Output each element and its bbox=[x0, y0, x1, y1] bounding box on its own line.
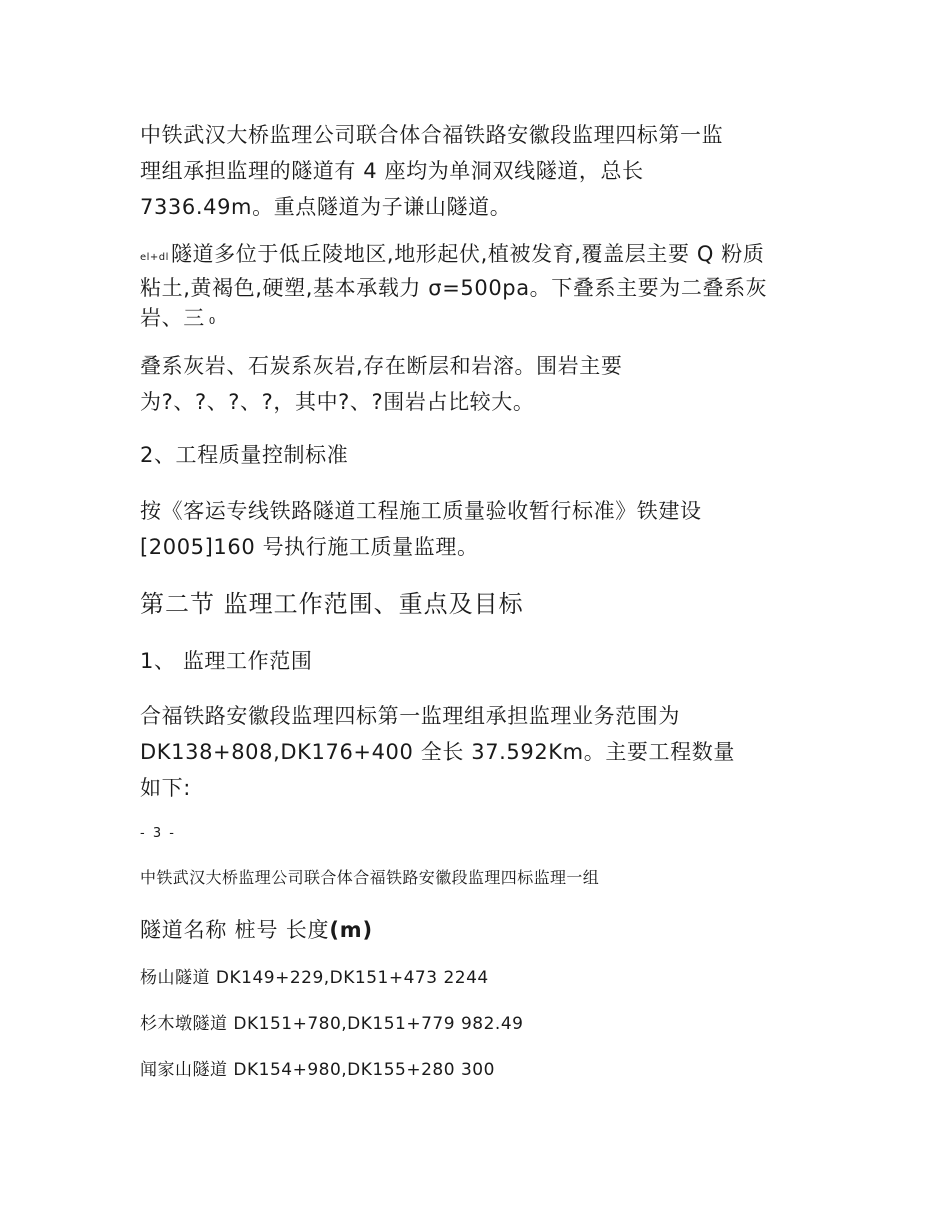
geology2-line-1: 叠系灰岩、石炭系灰岩,存在断层和岩溶。围岩主要 bbox=[140, 354, 623, 378]
page-number: - 3 - bbox=[140, 826, 176, 841]
geology-continued-paragraph bbox=[140, 348, 820, 420]
geology-paragraph bbox=[140, 239, 820, 337]
scope-paragraph bbox=[140, 698, 820, 806]
geology-line-2: 粘土,黄褐色,硬塑,基本承载力 σ=500pa。下叠系主要为二叠系灰 bbox=[140, 276, 768, 300]
quality-line-1: 按《客运专线铁路隧道工程施工质量验收暂行标准》铁建设 bbox=[140, 499, 702, 523]
intro-line-1: 中铁武汉大桥监理公司联合体合福铁路安徽段监理四标第一监 bbox=[140, 123, 724, 147]
table-header-unit: (m) bbox=[329, 918, 373, 942]
geology-line-3-text: 岩、三 bbox=[140, 306, 205, 330]
section-heading: 第二节 监理工作范围、重点及目标 bbox=[140, 590, 524, 618]
table-row: 杉木墩隧道 DK151+780,DK151+779 982.49 bbox=[140, 1014, 524, 1034]
scope-line-3: 如下: bbox=[140, 776, 191, 800]
running-header: 中铁武汉大桥监理公司联合体合福铁路安徽段监理四标监理一组 bbox=[140, 868, 600, 887]
quality-heading: 2、工程质量控制标准 bbox=[140, 443, 349, 467]
subsection-heading: 1、 监理工作范围 bbox=[140, 649, 313, 673]
intro-paragraph bbox=[140, 117, 820, 225]
geology2-line-2: 为?、?、?、?，其中?、?围岩占比较大。 bbox=[140, 390, 535, 414]
geology-line-1 bbox=[140, 239, 820, 273]
quality-paragraph bbox=[140, 493, 820, 565]
table-header-text: 隧道名称 桩号 长度 bbox=[140, 918, 330, 942]
geology-prefix: el+dl bbox=[140, 252, 169, 263]
geology-line-3 bbox=[140, 303, 820, 337]
table-header bbox=[140, 914, 820, 946]
geology-line-1-text: 隧道多位于低丘陵地区,地形起伏,植被发育,覆盖层主要 Q 粉质 bbox=[170, 242, 765, 266]
table-row: 杨山隧道 DK149+229,DK151+473 2244 bbox=[140, 968, 489, 988]
intro-line-3: 7336.49m。重点隧道为子谦山隧道。 bbox=[140, 195, 512, 219]
geology-suffix: 0 bbox=[208, 316, 216, 327]
scope-line-1: 合福铁路安徽段监理四标第一监理组承担监理业务范围为 bbox=[140, 704, 680, 728]
quality-line-2: [2005]160 号执行施工质量监理。 bbox=[140, 535, 479, 559]
scope-line-2: DK138+808,DK176+400 全长 37.592Km。主要工程数量 bbox=[140, 740, 735, 764]
table-row: 闻家山隧道 DK154+980,DK155+280 300 bbox=[140, 1060, 495, 1080]
intro-line-2: 理组承担监理的隧道有 4 座均为单洞双线隧道，总长 bbox=[140, 159, 644, 183]
